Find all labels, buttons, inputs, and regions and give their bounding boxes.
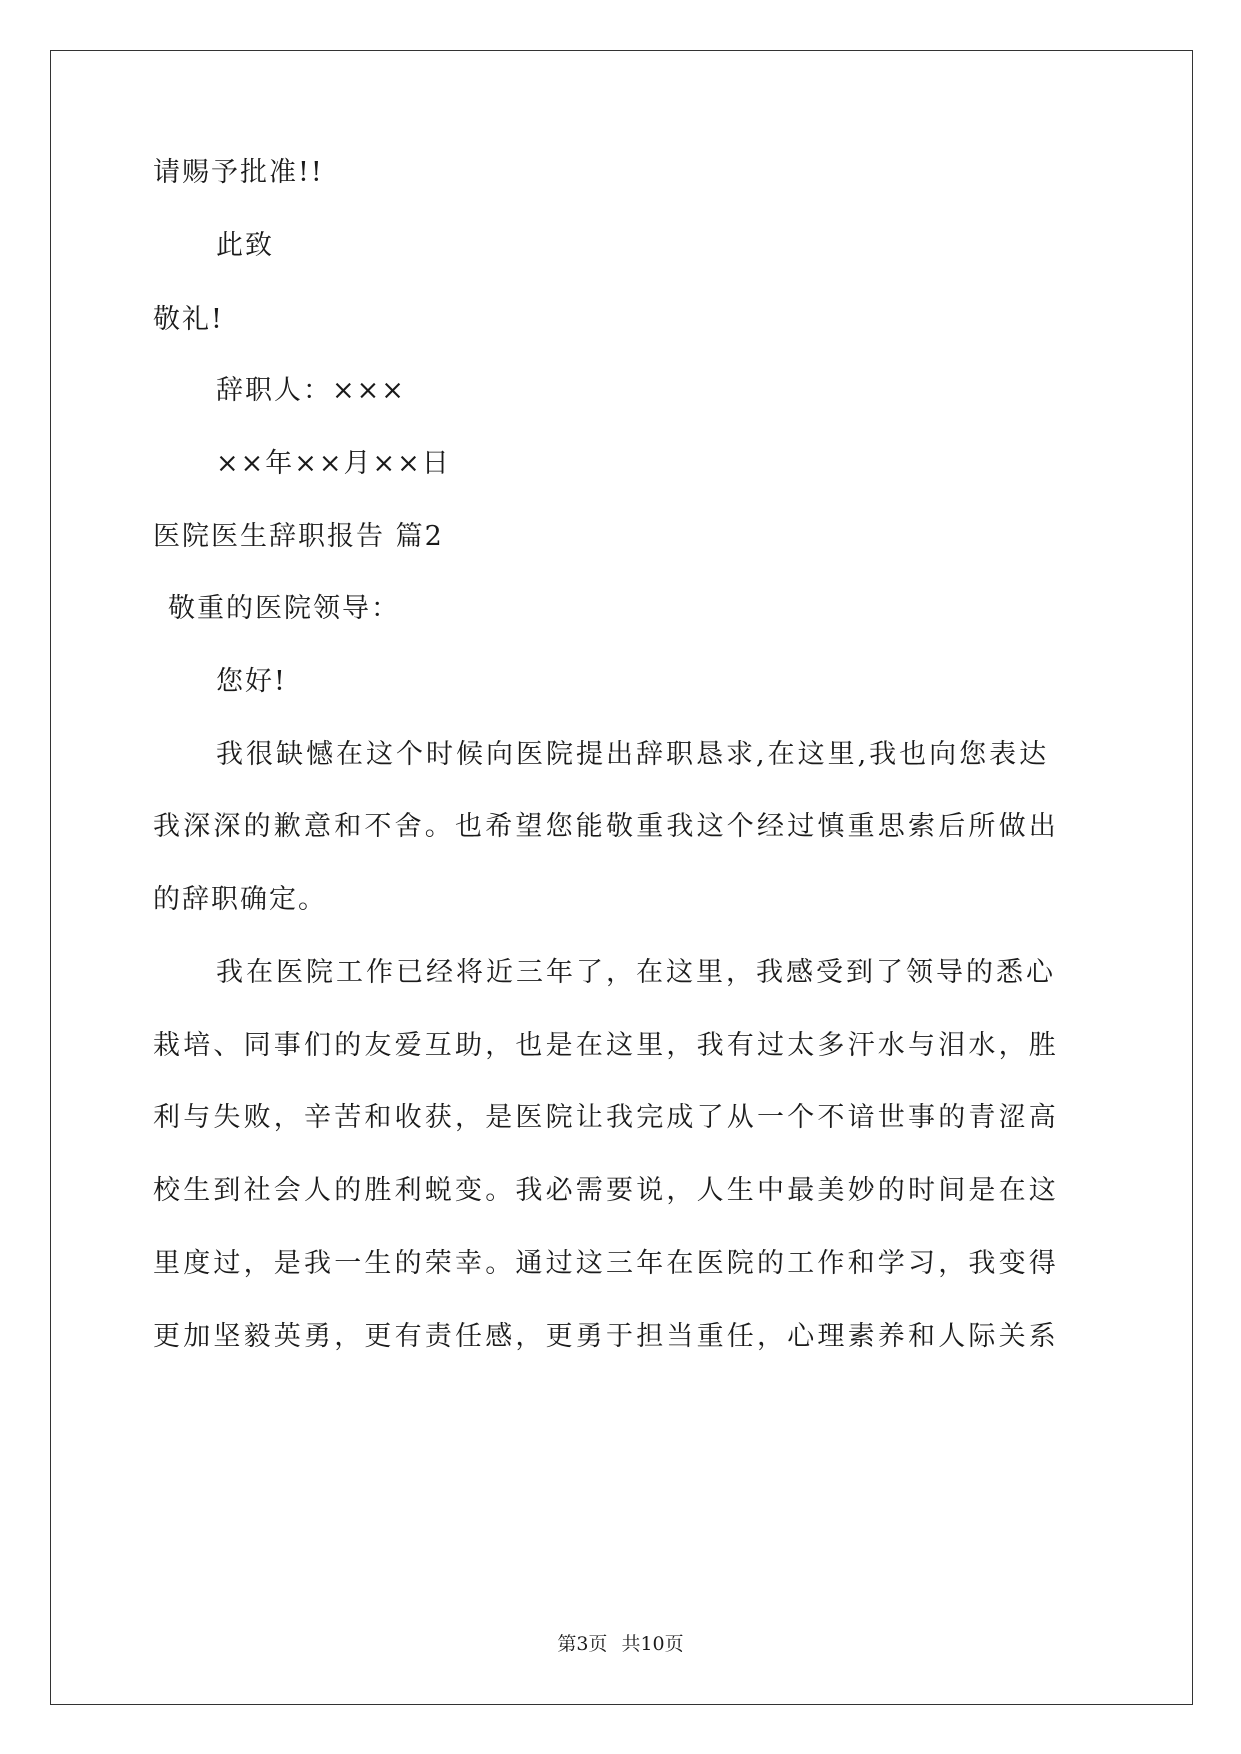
paragraph-line: 的辞职确定。 xyxy=(153,884,327,915)
text-line-date: ××年××月××日 xyxy=(216,448,451,479)
text-line-recipient: 敬重的医院领导： xyxy=(168,593,400,624)
text-line-regards: 敬礼! xyxy=(153,304,224,335)
paragraph-line: 校生到社会人的胜利蜕变。我必需要说，人生中最美妙的时间是在这 xyxy=(153,1175,1059,1206)
section-heading: 医院医生辞职报告 篇2 xyxy=(153,521,444,552)
text-line-greeting: 您好! xyxy=(216,666,287,697)
paragraph-line: 栽培、同事们的友爱互助，也是在这里，我有过太多汗水与泪水，胜 xyxy=(153,1030,1059,1061)
page-border xyxy=(50,50,1193,1705)
text-line-signer: 辞职人：××× xyxy=(216,375,406,406)
paragraph-line: 里度过，是我一生的荣幸。通过这三年在医院的工作和学习，我变得 xyxy=(153,1248,1059,1279)
paragraph-line: 我深深的歉意和不舍。也希望您能敬重我这个经过慎重思索后所做出 xyxy=(153,811,1059,842)
page-footer xyxy=(0,1632,1241,1656)
text-line-salutation: 此致 xyxy=(216,230,274,261)
page-total: 共10页 xyxy=(621,1633,684,1655)
page-number: 第3页 xyxy=(557,1633,608,1655)
paragraph-line: 利与失败，辛苦和收获，是医院让我完成了从一个不谙世事的青涩高 xyxy=(153,1102,1059,1133)
text-line-approval: 请赐予批准!! xyxy=(153,157,324,188)
paragraph-line: 更加坚毅英勇，更有责任感，更勇于担当重任，心理素养和人际关系 xyxy=(153,1321,1059,1352)
paragraph-line: 我很缺憾在这个时候向医院提出辞职恳求,在这里,我也向您表达 xyxy=(216,739,1050,770)
paragraph-line: 我在医院工作已经将近三年了，在这里，我感受到了领导的悉心 xyxy=(216,957,1056,988)
